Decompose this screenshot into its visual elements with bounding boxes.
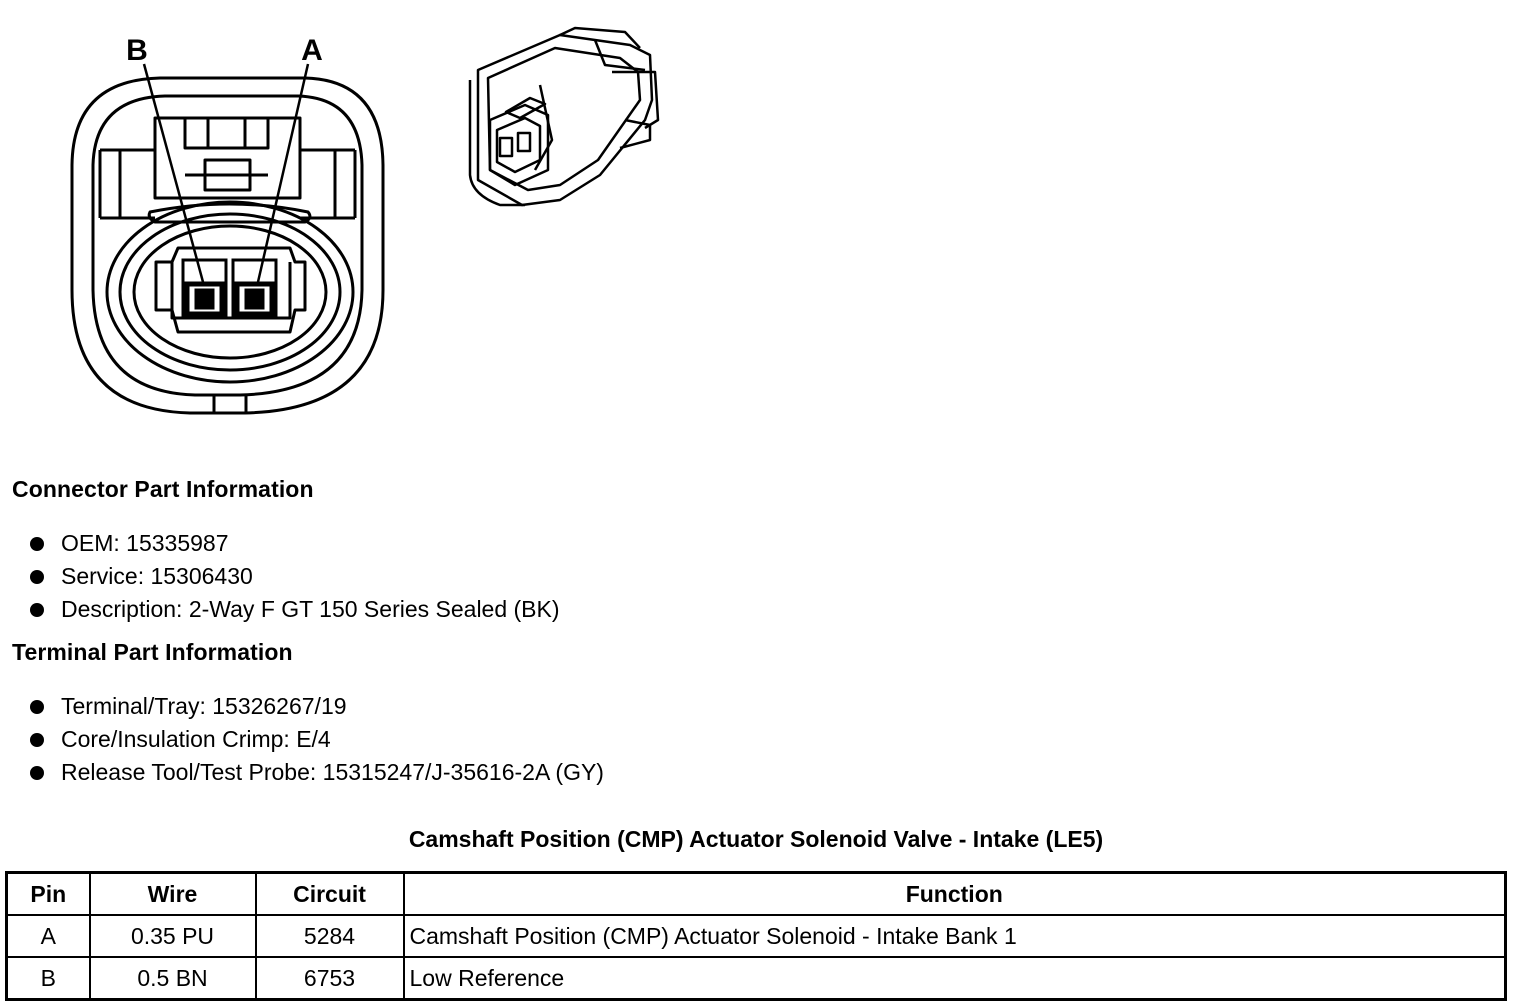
bullet-icon	[30, 537, 44, 551]
connector-face-seal-inner	[134, 226, 326, 358]
column-header-wire: Wire	[90, 873, 256, 916]
list-item	[30, 593, 560, 626]
list-item	[30, 527, 560, 560]
terminal-cavity-b	[183, 260, 226, 318]
pin-table	[5, 871, 1507, 1001]
connector-part-info-heading: Connector Part Information	[12, 476, 314, 502]
crimp-text: Core/Insulation Crimp: E/4	[61, 726, 331, 752]
list-item	[30, 690, 604, 723]
connector-isometric-view	[470, 28, 658, 205]
cell-wire: 0.35 PU	[90, 915, 256, 957]
cell-pin: B	[7, 957, 90, 1000]
cell-function: Low Reference	[404, 957, 1506, 1000]
table-header-row	[7, 873, 1506, 916]
column-header-function: Function	[404, 873, 1506, 916]
terminal-part-info-heading: Terminal Part Information	[12, 639, 293, 665]
list-item	[30, 723, 604, 756]
terminal-tray-text: Terminal/Tray: 15326267/19	[61, 693, 347, 719]
pin-table-title: Camshaft Position (CMP) Actuator Solenoid Valve - Intake (LE5)	[408, 826, 1104, 852]
connector-face-seal-outer	[107, 202, 353, 382]
connector-oem-text: OEM: 15335987	[61, 530, 229, 556]
bullet-icon	[30, 733, 44, 747]
terminal-part-info-list	[30, 690, 604, 789]
connector-diagram	[0, 0, 1520, 440]
connector-description-text: Description: 2-Way F GT 150 Series Sealed (BK)	[61, 596, 560, 622]
connector-face-seal-mid	[120, 214, 340, 370]
connector-part-info-list	[30, 527, 560, 626]
terminal-cavity-a	[233, 260, 276, 318]
pin-b-label: B	[126, 34, 148, 67]
list-item	[30, 560, 560, 593]
bullet-icon	[30, 603, 44, 617]
cell-circuit: 6753	[256, 957, 404, 1000]
bullet-icon	[30, 766, 44, 780]
cell-function: Camshaft Position (CMP) Actuator Solenoid - Intake Bank 1	[404, 915, 1506, 957]
cell-pin: A	[7, 915, 90, 957]
column-header-pin: Pin	[7, 873, 90, 916]
column-header-circuit: Circuit	[256, 873, 404, 916]
table-row	[7, 957, 1506, 1000]
list-item	[30, 756, 604, 789]
release-tool-text: Release Tool/Test Probe: 15315247/J-35616-2A (GY)	[61, 759, 604, 785]
connector-face-latch-detail	[185, 118, 268, 190]
bullet-icon	[30, 570, 44, 584]
pin-a-label: A	[301, 34, 323, 67]
cell-wire: 0.5 BN	[90, 957, 256, 1000]
bullet-icon	[30, 700, 44, 714]
connector-face-key-tab	[214, 395, 246, 413]
cell-circuit: 5284	[256, 915, 404, 957]
connector-service-text: Service: 15306430	[61, 563, 253, 589]
table-row	[7, 915, 1506, 957]
